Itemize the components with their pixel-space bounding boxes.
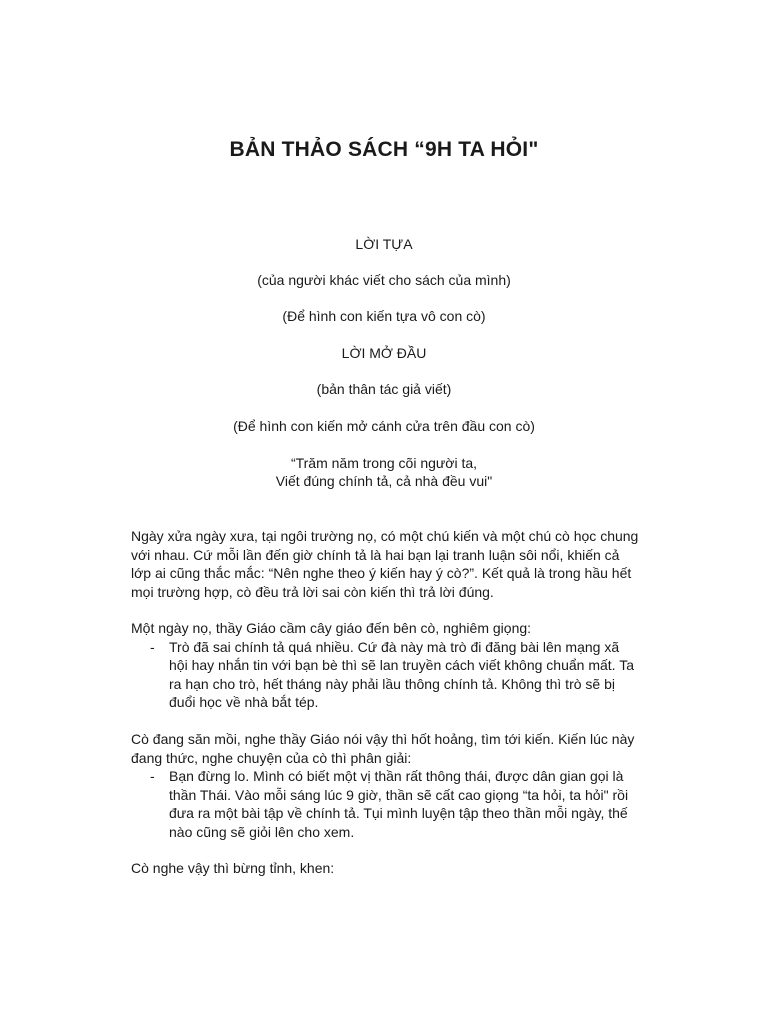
quote-line-1: “Trăm năm trong cõi người ta, <box>290 455 478 471</box>
dash-marker: - <box>150 638 155 655</box>
paragraph-3: Cò đang săn mồi, nghe thầy Giáo nói vậy thì hốt hoảng, tìm tới kiến. Kiến lúc này đang thức, nghe chuyện của cò thì phân giải: <box>131 731 635 766</box>
dialogue-item-2 <box>131 767 641 841</box>
paragraph-4: Cò nghe vậy thì bừng tỉnh, khen: <box>131 860 335 876</box>
dialogue-item-1 <box>131 638 641 712</box>
intro-image-note: (Để hình con kiến mở cánh cửa trên đầu con cò) <box>233 418 535 434</box>
paragraph-2-block <box>131 619 641 712</box>
paragraph-2: Một ngày nọ, thầy Giáo cầm cây giáo đến bên cò, nghiêm giọng: <box>131 620 532 636</box>
paragraph-1: Ngày xửa ngày xưa, tại ngôi trường nọ, có một chú kiến và một chú cò học chung với nhau. Cứ mỗi lần đến giờ chính tả là hai bạn lại tranh luận sôi nổi, khiến cả lớp ai cũng thắc mắc: “Nên nghe theo ý kiến hay ý cò?”. Kết quả là trong hầu hết mọi trường hợp, cò đều trả lời sai còn kiến thì trả lời đúng. <box>131 528 639 600</box>
intro-heading: LỜI MỞ ĐẦU <box>341 345 427 361</box>
intro-note: (bản thân tác giả viết) <box>316 381 452 397</box>
preface-heading: LỜI TỰA <box>355 236 413 252</box>
paragraph-4-block <box>131 859 641 878</box>
paragraph-3-block <box>131 730 641 841</box>
dialogue-2-text: Bạn đừng lo. Mình có biết một vị thần rất thông thái, được dân gian gọi là thần Thái. Vào mỗi sáng lúc 9 giờ, thần sẽ cất cao giọng “ta hỏi, ta hỏi" rồi đưa ra một bài tập về chính tả. Tụi mình luyện tập theo thần mỗi ngày, thế nào cũng sẽ giỏi lên cho xem. <box>169 768 629 840</box>
preface-note: (của người khác viết cho sách của mình) <box>257 272 511 288</box>
quote-line-2: Viết đúng chính tả, cả nhà đều vui" <box>275 473 493 489</box>
preface-image-note: (Để hình con kiến tựa vô con cò) <box>282 308 486 324</box>
paragraph-1-block <box>131 527 641 601</box>
dash-marker: - <box>150 768 155 784</box>
document-title: BẢN THẢO SÁCH “9H TA HỎI" <box>229 138 539 161</box>
dialogue-1-text: Trò đã sai chính tả quá nhiều. Cứ đà này mà trò đi đăng bài lên mạng xã hội hay nhắn tin với bạn bè thì sẽ lan truyền cách viết không chuẩn mất. Ta ra hạn cho trò, hết tháng này phải lầu thông chính tả. Không thì trò sẽ bị đuổi học về nhà bắt tép. <box>169 638 634 710</box>
